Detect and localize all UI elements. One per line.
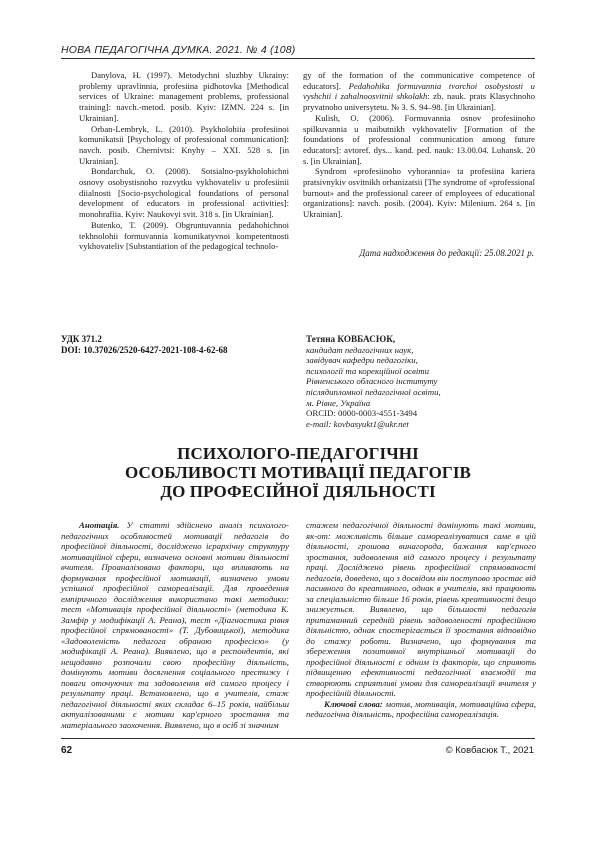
article-identifiers (61, 334, 227, 356)
abstract-paragraph (61, 520, 289, 730)
reference-source-title: Pedahohika formuvannia tvorchoi osobystosti u vyshchii i zahalnoosvitnii shkolakh (303, 80, 535, 102)
reference-item: Butenko, T. (2009). Obgruntuvannia pedahohichnoi tekhnolohii formuvannia komunikatyvnoi kompetentnosti vykhovateliv [Substantiation of the pedagogical technolo- (79, 219, 289, 252)
keywords-label: Ключові слова: (324, 698, 383, 709)
abstract-text: У статті здійснено аналіз психолого-педагогічних особливостей мотивації педагогів до професійної діяльності, досліджено ієрархічну структуру мотиваційної сфери, визначено основні мотиви діяльності вчителя. Проаналізовано фактори, що впливають на формування професійної мотивації, визначено умови успішної професійної самореалізації. Для проведення емпіричного дослідження використано такі методики: тест «Мотивація професійної діяльності» (методика К. Замфір у модифікації А. Реана), тест «Діагностика рівня професійної спрямованості» (Т. Дубовицької), методика «Задоволеність педагога обраною професією» (у модифікації А. Реана). Виявлено, що в респондентів, які нещодавно розпочали свою професійну діяльність, домінують мотиви досягнення соціального престижу і поваги оточуючих та задоволення від самого процесу і результату праці. Встановлено, що в учителів, стаж педагогічної діяльності яких складає 6–15 років, найбільш актуалізованими є мотиви кар'єрного зростання та матеріального заохочення. Виявлено, що в осіб зі значним (61, 520, 289, 730)
author-affiliation: м. Рівне, Україна (306, 397, 371, 408)
author-affiliation: Рівненського обласного інституту (306, 376, 438, 387)
article-title (61, 444, 535, 501)
title-line: ОСОБЛИВОСТІ МОТИВАЦІЇ ПЕДАГОГІВ (125, 463, 471, 482)
reference-item-continued (303, 70, 535, 113)
author-block (306, 334, 536, 429)
abstract-label: Анотація. (79, 520, 120, 530)
page-number: 62 (61, 745, 73, 756)
title-line: ДО ПРОФЕСІЙНОЇ ДІЯЛЬНОСТІ (160, 482, 436, 501)
reference-item: Orban-Lembryk, L. (2010). Psykholohiia profesiinoi komunikatsii [Psychology of professional communication]: navch. posib. Chernivtsi: Knyhy – XXI. 528 s. [in Ukrainian]. (79, 123, 289, 166)
reference-text: gy of the formation of the communicative competence of educators]. (303, 70, 535, 91)
running-title: НОВА ПЕДАГОГІЧНА ДУМКА. 2021. № 4 (108) (61, 44, 296, 56)
keywords-text: мотив, мотивація, мотиваційна сфера, педагогічна діяльність, професійна самореалізація. (306, 698, 536, 719)
author-affiliation: завідувач кафедри педагогіки, (306, 355, 418, 366)
abstract-paragraph-continued: стажем педагогічної діяльності домінують такі мотиви, як-от: можливість більше самореалізуватися саме в цій діяльності, грошова винагорода, бажання кар'єрного зростання, задоволення від самого процесу і результату праці. Досліджено рівень професійної спрямованості педагогів, доведено, що з досвідом він поступово зростає від пасивного до креативного, однак в учителів, які працюють за спеціальністю більше 16 років, рівень креативності дещо знижується. Виявлено, що більшості педагогів притаманний середній рівень задоволеності професійною діяльністю, однак спостерігається її зростання відповідно до стажу роботи. Визначено, що формування та збереження позитивної внутрішньої мотивації до професійної діяльності є одним із факторів, що сприяють підвищенню ефективності педагогічної взаємодії та створюють сприятливі умови для самореалізації вчителя у професійній діяльності. (306, 520, 536, 698)
copyright-notice: © Ковбасюк Т., 2021 (445, 745, 534, 756)
reference-item: Bondarchuk, O. (2008). Sotsialno-psykholohichni osnovy osobystisnoho rozvytku vykhovateliv u profesiinii diialnosti [Socio-psychological foundations of personal development of educators in professional activities]: monohrafiia. Kyiv: Naukovyi svit. 318 s. [in Ukrainian]. (79, 166, 289, 220)
udc-code: УДК 371.2 (61, 334, 102, 344)
footer-rule (61, 738, 535, 739)
author-affiliation: психології та корекційної освіти (306, 365, 430, 376)
abstract-left-column (61, 520, 289, 730)
abstract-right-column (306, 520, 536, 720)
title-line: ПСИХОЛОГО-ПЕДАГОГІЧНІ (177, 444, 419, 463)
header-rule (61, 58, 535, 59)
references-right-column (303, 70, 535, 220)
author-orcid[interactable]: ORCID: 0000-0003-4551-3494 (306, 408, 418, 419)
reference-item: Danylova, H. (1997). Metodychni sluzhby Ukrainy: problemy upravlinnia, profesiina pidhotovka [Methodical services of Ukraine: management problems, professional training]: navch.-metod. posib. Kyiv: IZMN. 224 s. [in Ukrainian]. (79, 70, 289, 123)
author-affiliation: кандидат педагогічних наук, (306, 344, 414, 355)
references-left-column (79, 70, 289, 252)
reference-text: : zb. nauk. prats Klasychnoho pryvatnoho universytetu. № 3. S. 94–98. [in Ukrainian]. (303, 91, 535, 113)
reference-item: Syndrom «profesiinoho vyhorannia» ta profesiina kariera pratsivnykiv osvitnikh orhanizatsii [The syndrome of «professional burnout» and the professional career of employees of educational organizations]: navch. posib. (2004). Kyiv: Milenium. 264 s. [in Ukrainian]. (303, 166, 535, 220)
keywords-paragraph (306, 699, 536, 720)
doi-link[interactable]: DOI: 10.37026/2520-6427-2021-108-4-62-68 (61, 345, 228, 355)
received-date: Дата надходження до редакції: 25.08.2021 р. (359, 248, 534, 258)
author-affiliation: післядипломної педагогічної освіти, (306, 386, 441, 397)
author-email[interactable]: e-mail: kovbasyukt1@ukr.net (306, 418, 409, 429)
author-name: Тетяна КОВБАСЮК, (306, 334, 396, 344)
reference-item: Kulish, O. (2006). Formuvannia osnov profesiinoho spilkuvannia u maibutnikh vykhovateliv [Formation of the foundations of professional communication among future educators]: avtoref. dys... kand. ped. nauk: 13.00.04. Luhansk. 20 s. [in Ukrainian]. (303, 112, 535, 166)
